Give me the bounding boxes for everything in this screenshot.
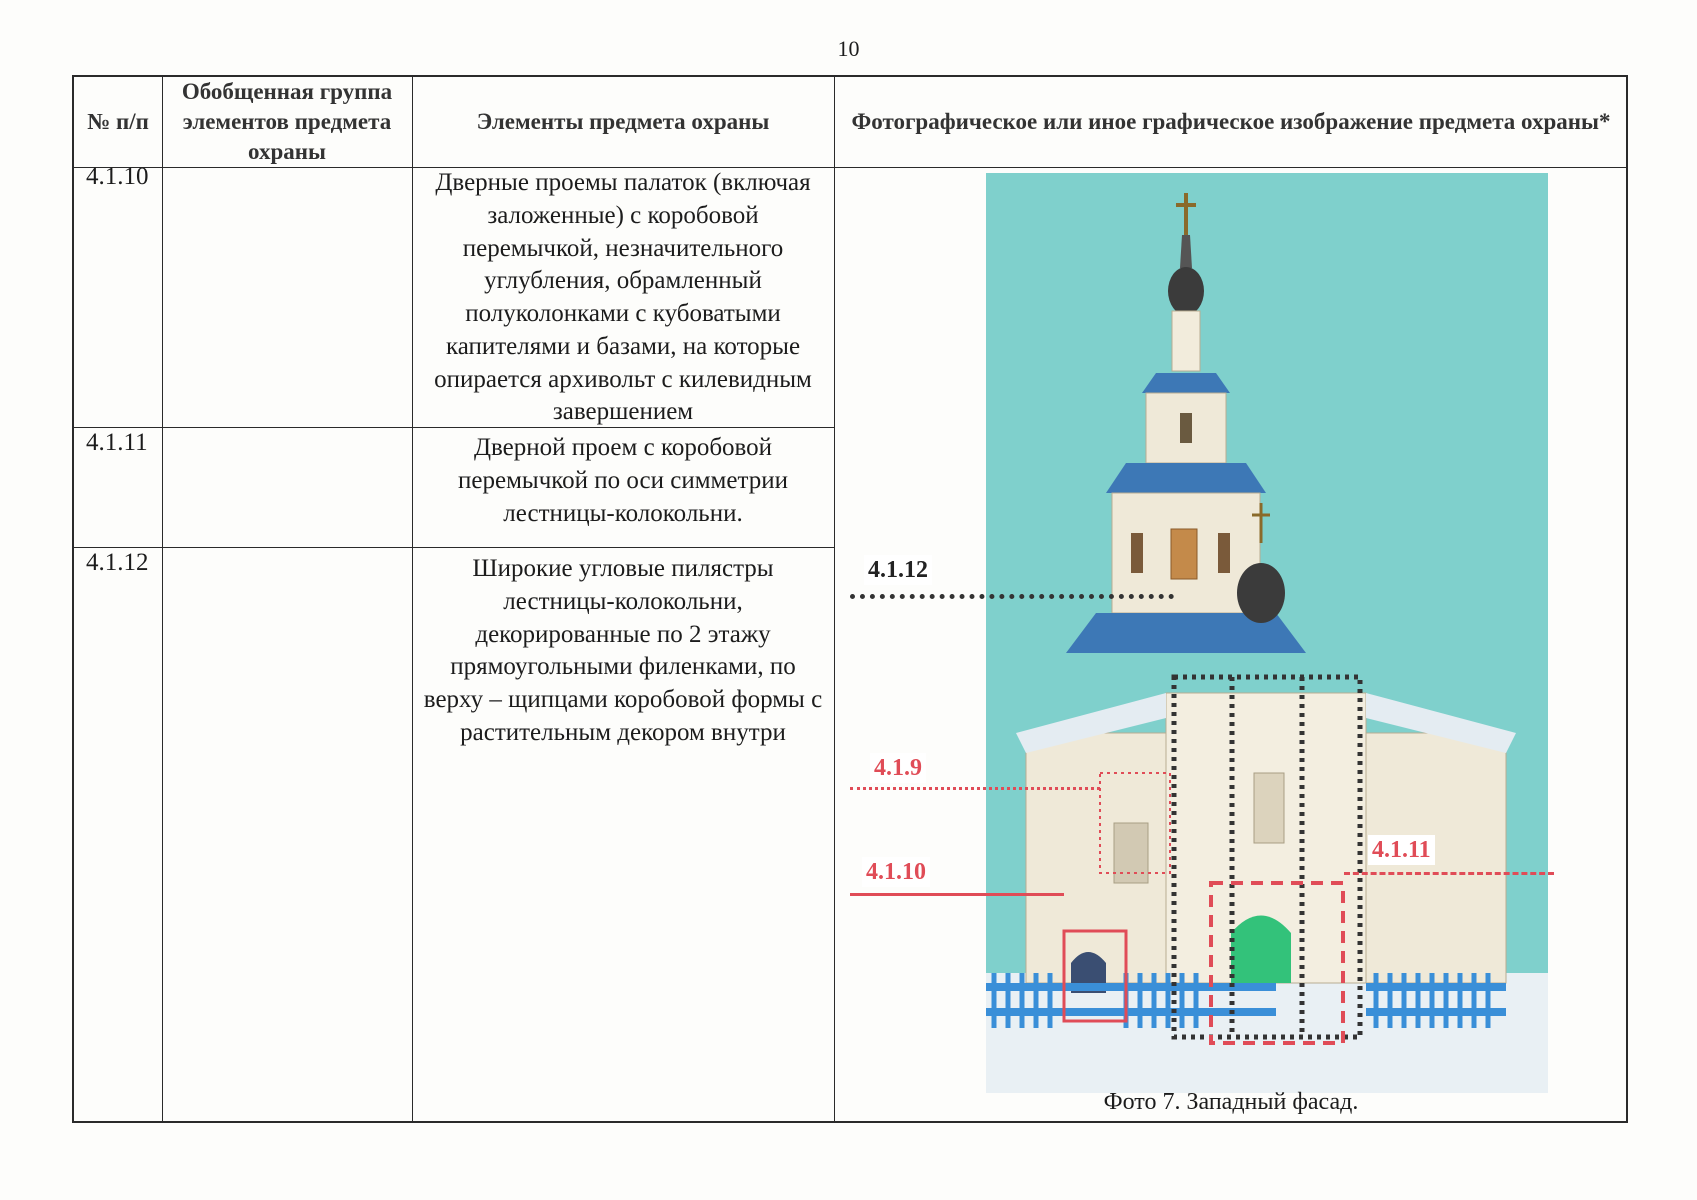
middle-roof xyxy=(1106,463,1266,493)
row-num-4-1-12: 4.1.12 xyxy=(86,549,149,576)
leader-4-1-12 xyxy=(850,594,1174,599)
row-num-4-1-10: 4.1.10 xyxy=(86,163,149,190)
header-num: № п/п xyxy=(87,109,149,135)
header-group: Обобщенная группа элементов предмета охраны xyxy=(181,79,393,164)
col-divider xyxy=(834,77,835,1121)
upper-roof xyxy=(1142,373,1230,393)
church-illustration xyxy=(986,173,1548,1093)
row-num-4-1-11: 4.1.11 xyxy=(86,429,148,456)
tower-window xyxy=(1131,533,1143,573)
leader-4-1-11 xyxy=(1344,872,1554,875)
header-image: Фотографическое или иное графическое изображение предмета охраны* xyxy=(851,109,1611,135)
label-4-1-9: 4.1.9 xyxy=(870,753,926,783)
upper-window xyxy=(1180,413,1192,443)
spire xyxy=(1180,235,1192,268)
side-dome xyxy=(1237,563,1285,623)
top-dome xyxy=(1168,267,1204,315)
church-west-facade-photo xyxy=(986,173,1548,1093)
row-divider xyxy=(74,547,834,548)
tower-window xyxy=(1218,533,1230,573)
facade-window xyxy=(1254,773,1284,843)
col-divider xyxy=(412,77,413,1121)
top-drum xyxy=(1172,311,1200,371)
photo-caption: Фото 7. Западный фасад. xyxy=(1103,1089,1359,1115)
header-divider xyxy=(74,167,1626,168)
page-number: 10 xyxy=(837,36,860,61)
icon-window xyxy=(1171,529,1197,579)
col-divider xyxy=(162,77,163,1121)
row-description-4-1-12: Широкие угловые пилястры лестницы-колокольни, декорированные по 2 этажу прямоугольными филенками, по верху – щипцами коробовой формы с растительным декором внутри xyxy=(423,555,823,746)
row-description-4-1-11: Дверной проем с коробовой перемычкой по оси симметрии лестницы-колокольни. xyxy=(458,434,788,527)
leader-4-1-9 xyxy=(850,787,1100,790)
green-door xyxy=(1231,916,1291,984)
leader-4-1-10 xyxy=(850,893,1064,896)
protection-table xyxy=(72,75,1628,1123)
label-4-1-10: 4.1.10 xyxy=(862,857,930,887)
label-4-1-11: 4.1.11 xyxy=(1368,835,1435,865)
label-4-1-12: 4.1.12 xyxy=(864,555,932,585)
row-description-4-1-10: Дверные проемы палаток (включая заложенные) с коробовой перемычкой, незначительного углубления, обрамленный полуколонками с кубоватыми капителями и базами, на которые опирается архивольт с килевидным завершением xyxy=(434,169,812,426)
header-elements: Элементы предмета охраны xyxy=(476,109,770,135)
